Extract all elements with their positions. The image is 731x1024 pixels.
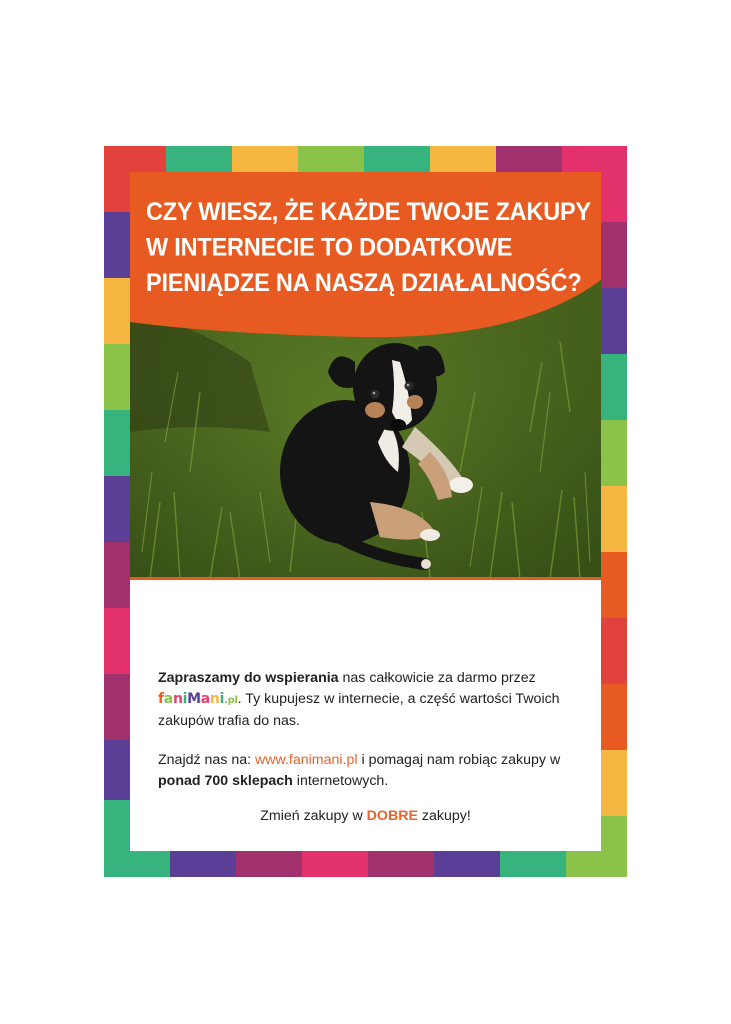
paragraph-find-us: [158, 750, 578, 792]
poster-card: [130, 172, 601, 850]
paragraph-support: [158, 668, 578, 732]
frame-segment: [170, 851, 236, 877]
headline-line-2: W INTERNECIE TO DODATKOWE: [146, 232, 513, 261]
find-us-text-2: i pomagaj nam robiąc zakupy w: [357, 752, 561, 768]
frame-segment: [562, 146, 627, 172]
body-text: [158, 668, 578, 810]
fanimani-link[interactable]: www.fanimani.pl: [255, 752, 358, 768]
frame-segment: [104, 146, 166, 172]
frame-segment: [601, 684, 627, 750]
closing-text-1: Zmień zakupy w: [260, 808, 367, 824]
frame-segment: [104, 542, 130, 608]
frame-segment: [601, 486, 627, 552]
frame-segment: [364, 146, 430, 172]
frame-segment: [601, 552, 627, 618]
support-text-2: . Ty kupujesz w internecie, a część wartości Twoich zakupów trafia do nas.: [158, 691, 560, 729]
photo-divider: [130, 577, 601, 580]
closing-text-2: zakupy!: [417, 808, 471, 824]
shops-count: ponad 700 sklepach: [158, 773, 293, 789]
find-us-text-1: Znajdź nas na:: [158, 752, 256, 768]
frame-segment: [232, 146, 298, 172]
frame-segment: [601, 222, 627, 288]
frame-segment: [298, 146, 364, 172]
frame-segment: [601, 618, 627, 684]
frame-segment: [104, 172, 130, 212]
support-lead: Zapraszamy do wspierania: [158, 670, 339, 686]
frame-segment: [104, 344, 130, 410]
frame-segment: [104, 740, 130, 800]
frame-segment: [434, 851, 500, 877]
frame-segment: [104, 800, 130, 877]
fanimani-logo: faniMani.pl: [158, 691, 238, 707]
closing-accent: DOBRE: [366, 808, 418, 824]
frame-segment: [368, 851, 434, 877]
frame-segment: [601, 172, 627, 222]
frame-segment: [104, 608, 130, 674]
frame-segment: [104, 674, 130, 740]
frame-segment: [104, 278, 130, 344]
frame-segment: [104, 410, 130, 476]
frame-segment: [601, 354, 627, 420]
frame-segment: [166, 146, 232, 172]
frame-segment: [104, 476, 130, 542]
frame-segment: [302, 851, 368, 877]
closing-line: [130, 808, 601, 824]
frame-segment: [566, 851, 601, 877]
frame-segment: [130, 851, 170, 877]
frame-segment: [236, 851, 302, 877]
find-us-text-3: internetowych.: [292, 773, 389, 789]
frame-segment: [601, 420, 627, 486]
frame-segment: [430, 146, 496, 172]
frame-segment: [601, 288, 627, 354]
headline: [146, 194, 596, 301]
support-text-1: nas całkowicie za darmo przez: [338, 670, 536, 686]
frame-segment: [601, 816, 627, 877]
headline-line-3: PIENIĄDZE NA NASZĄ DZIAŁALNOŚĆ?: [146, 268, 582, 297]
frame-segment: [500, 851, 566, 877]
headline-line-1: CZY WIESZ, ŻE KAŻDE TWOJE ZAKUPY: [146, 197, 591, 226]
frame-segment: [601, 750, 627, 816]
frame-segment: [104, 212, 130, 278]
frame-segment: [496, 146, 562, 172]
